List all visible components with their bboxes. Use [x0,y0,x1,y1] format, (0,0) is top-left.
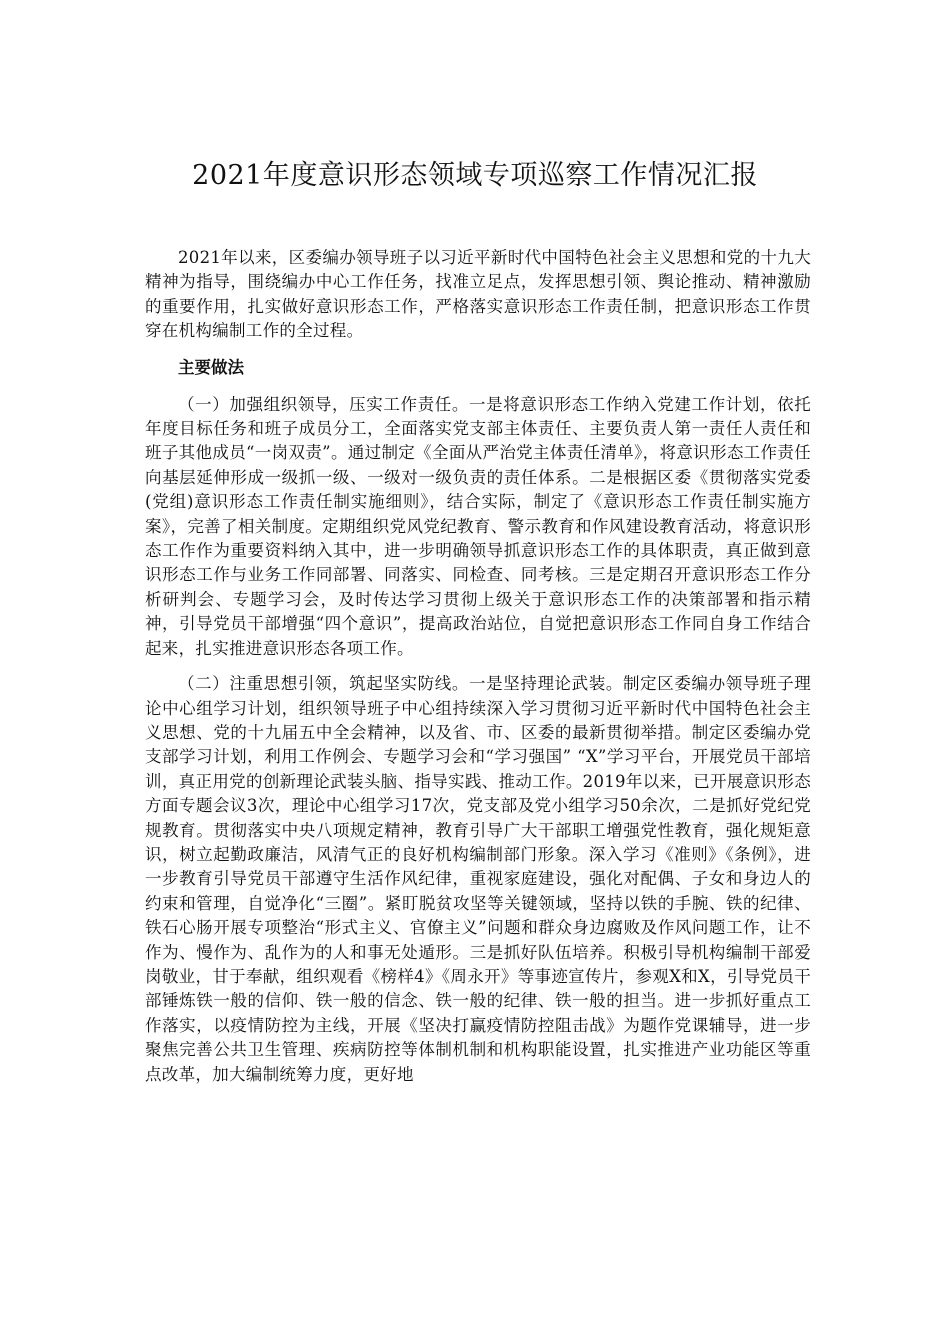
paragraph-section-1: （一）加强组织领导，压实工作责任。一是将意识形态工作纳入党建工作计划，依托年度目标任务和班子成员分工，全面落实党支部主体责任、主要负责人第一责任人责任和班子其他成员“一岗双责”。通过制定《全面从严治党主体责任清单》，将意识形态工作责任向基层延伸形成一级抓一级、一级对一级负责的责任体系。二是根据区委《贯彻落实党委(党组)意识形态工作责任制实施细则》，结合实际，制定了《意识形态工作责任制实施方案》，完善了相关制度。定期组织党风党纪教育、警示教育和作风建设教育活动，将意识形态工作作为重要资料纳入其中，进一步明确领导抓意识形态工作的具体职责，真正做到意识形态工作与业务工作同部署、同落实、同检查、同考核。三是定期召开意识形态工作分析研判会、专题学习会，及时传达学习贯彻上级关于意识形态工作的决策部署和指示精神，引导党员干部增强“四个意识”，提高政治站位，自觉把意识形态工作同自身工作结合起来，扎实推进意识形态各项工作。 [145,394,811,658]
document-body [145,246,811,1098]
intro-paragraph: 2021年以来，区委编办领导班子以习近平新时代中国特色社会主义思想和党的十九大精神为指导，围绕编办中心工作任务，找准立足点，发挥思想引领、舆论推动、精神激励的重要作用，扎实做好意识形态工作，严格落实意识形态工作责任制，把意识形态工作贯穿在机构编制工作的全过程。 [145,248,811,341]
paragraph-section-2: （二）注重思想引领，筑起坚实防线。一是坚持理论武装。制定区委编办领导班子理论中心组学习计划，组织领导班子中心组持续深入学习贯彻习近平新时代中国特色社会主义思想、党的十九届五中全会精神，以及省、市、区委的最新贯彻举措。制定区委编办党支部学习计划，利用工作例会、专题学习会和“学习强国” “X”学习平台，开展党员干部培训，真正用党的创新理论武装头脑、指导实践、推动工作。2019年以来，已开展意识形态方面专题会议3次，理论中心组学习17次，党支部及党小组学习50余次，二是抓好党纪党规教育。贯彻落实中央八项规定精神，教育引导广大干部职工增强党性教育，强化规矩意识，树立起勤政廉洁，风清气正的良好机构编制部门形象。深入学习《准则》《条例》，进一步教育引导党员干部遵守生活作风纪律，重视家庭建设，强化对配偶、子女和身边人的约束和管理，自觉净化“三圈”。紧盯脱贫攻坚等关键领域，坚持以铁的手腕、铁的纪律、铁石心肠开展专项整治“形式主义、官僚主义”问题和群众身边腐败及作风问题工作，让不作为、慢作为、乱作为的人和事无处遁形。三是抓好队伍培养。积极引导机构编制干部爱岗敬业，甘于奉献，组织观看《榜样4》《周永开》等事迹宣传片，参观X和X，引导党员干部锤炼铁一般的信仰、铁一般的信念、铁一般的纪律、铁一般的担当。进一步抓好重点工作落实，以疫情防控为主线，开展《坚决打赢疫情防控阻击战》为题作党课辅导，进一步聚焦完善公共卫生管理、疾病防控等体制机制和机构职能设置，扎实推进产业功能区等重点改革，加大编制统筹力度，更好地 [145,674,811,1084]
document-title: 2021年度意识形态领域专项巡察工作情况汇报 [192,160,758,191]
section-heading: 主要做法 [178,357,244,377]
